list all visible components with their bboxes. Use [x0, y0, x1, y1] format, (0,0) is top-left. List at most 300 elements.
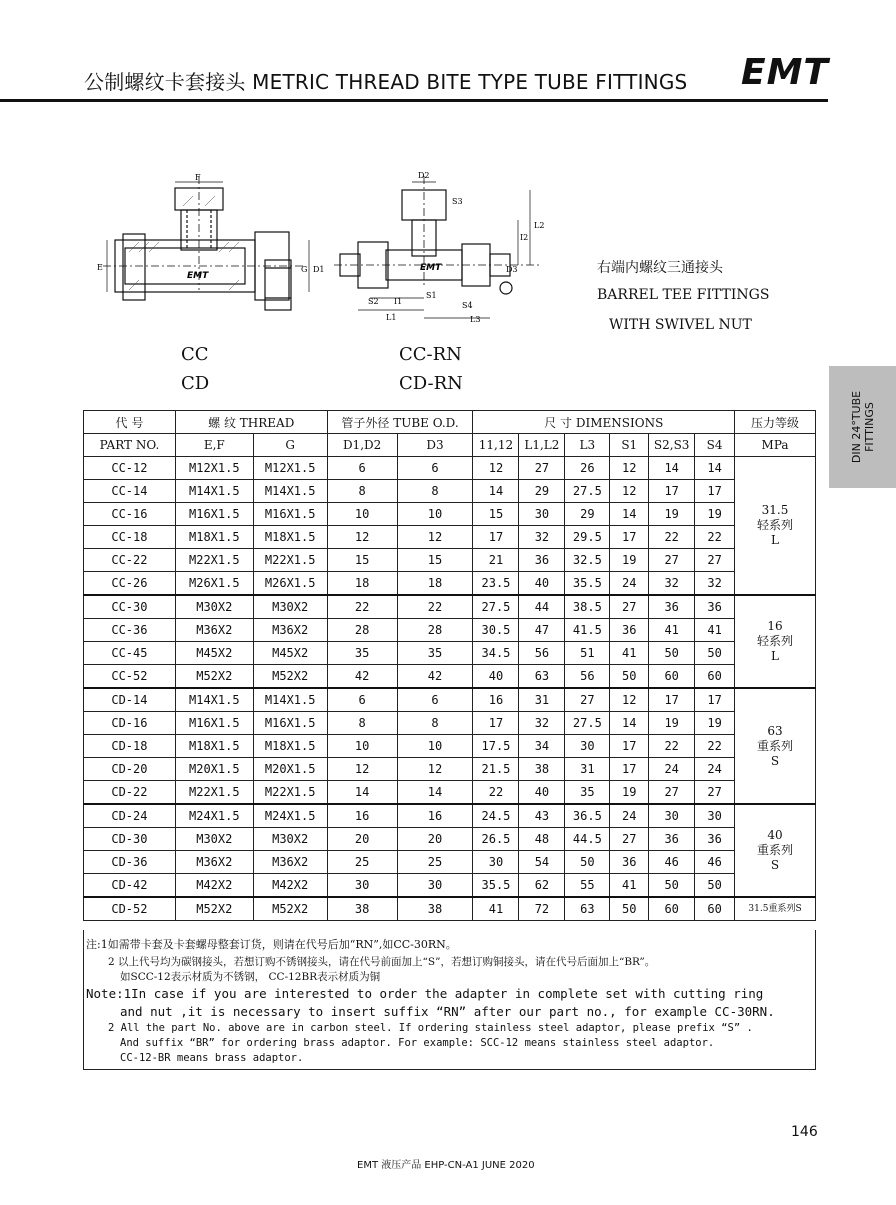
note-cn-2: 2 以上代号均为碳钢接头，若想订购不锈钢接头，请在代号前面加上“S”，若想订购铜接头，请在代号后面加上“BR”。 [108, 956, 656, 968]
table-cell: 12 [610, 480, 649, 503]
label-D3: D3 [506, 265, 518, 274]
fitting-drawing-right [330, 168, 550, 328]
col-mpa: MPa [735, 434, 816, 457]
pressure-series: 轻系列 [757, 634, 794, 648]
table-row [84, 897, 816, 921]
table-cell: M22X1.5 [253, 549, 327, 572]
note-en-2: and nut ,it is necessary to insert suffix “RN” after our part no., for example CC-30RN. [120, 1004, 775, 1019]
table-cell: 10 [327, 503, 397, 526]
table-cell: 12 [610, 457, 649, 480]
table-cell: 40 [519, 572, 565, 596]
table-cell: 22 [397, 595, 473, 619]
label-S3: S3 [452, 197, 463, 206]
table-cell: M36X2 [253, 851, 327, 874]
table-cell: 17 [695, 688, 735, 712]
table-cell: M36X2 [175, 619, 253, 642]
table-cell: 38 [397, 897, 473, 921]
table-cell: M24X1.5 [175, 804, 253, 828]
page-title: 公制螺纹卡套接头 METRIC THREAD BITE TYPE TUBE FITTINGS [84, 70, 688, 94]
label-D2: D2 [418, 171, 430, 180]
table-cell: M24X1.5 [253, 804, 327, 828]
table-cell: M18X1.5 [253, 526, 327, 549]
label-S1: S1 [426, 291, 437, 300]
table-cell: 17 [610, 735, 649, 758]
table-cell: M14X1.5 [175, 480, 253, 503]
part-number-cell: CC-14 [84, 480, 176, 503]
part-number-cell: CD-52 [84, 897, 176, 921]
table-cell: M22X1.5 [253, 781, 327, 805]
table-cell: 6 [397, 688, 473, 712]
table-cell: 15 [327, 549, 397, 572]
table-cell: 54 [519, 851, 565, 874]
pressure-rating-cell [735, 804, 816, 897]
table-cell: 32 [519, 712, 565, 735]
table-cell: 46 [649, 851, 695, 874]
table-cell: 60 [695, 665, 735, 689]
label-L2: L2 [534, 221, 545, 230]
fitting-drawing-left [95, 170, 325, 330]
table-cell: 50 [610, 897, 649, 921]
table-cell: 29 [565, 503, 610, 526]
table-cell: 27 [519, 457, 565, 480]
table-cell: M52X2 [253, 897, 327, 921]
product-name-en-1: BARREL TEE FITTINGS [597, 287, 770, 303]
table-row [84, 874, 816, 898]
table-cell: 50 [649, 642, 695, 665]
table-cell: 16 [473, 688, 519, 712]
notes-box [83, 930, 816, 1070]
part-number-cell: CD-36 [84, 851, 176, 874]
table-cell: 56 [519, 642, 565, 665]
pressure-code: L [771, 649, 779, 663]
table-cell: 27 [649, 549, 695, 572]
table-cell: 22 [695, 735, 735, 758]
table-row [84, 665, 816, 689]
table-cell: M16X1.5 [253, 712, 327, 735]
table-cell: 19 [610, 781, 649, 805]
table-cell: M16X1.5 [253, 503, 327, 526]
pressure-series: 重系列 [757, 738, 794, 753]
table-cell: 38 [519, 758, 565, 781]
table-cell: M26X1.5 [175, 572, 253, 596]
pressure-series: 重系列 [757, 843, 794, 857]
table-cell: 36 [649, 828, 695, 851]
table-cell: 17 [695, 480, 735, 503]
table-cell: 10 [397, 503, 473, 526]
table-row [84, 804, 816, 828]
col-s2s3: S2,S3 [649, 434, 695, 457]
table-cell: 16 [397, 804, 473, 828]
table-cell: 10 [397, 735, 473, 758]
table-cell: 35 [397, 642, 473, 665]
table-cell: 27 [565, 688, 610, 712]
table-cell: 40 [473, 665, 519, 689]
table-cell: 27 [610, 595, 649, 619]
part-number-cell: CC-16 [84, 503, 176, 526]
part-number-cell: CD-18 [84, 735, 176, 758]
col-g: G [253, 434, 327, 457]
table-row [84, 503, 816, 526]
part-number-cell: CD-16 [84, 712, 176, 735]
note-cn-1: 注:1如需带卡套及卡套螺母整套订货，则请在代号后加“RN”,如CC-30RN。 [86, 938, 457, 951]
table-cell: 22 [649, 735, 695, 758]
table-cell: 10 [327, 735, 397, 758]
table-cell: 41 [610, 874, 649, 898]
table-cell: 30 [565, 735, 610, 758]
table-cell: M30X2 [253, 595, 327, 619]
note-en-1: Note:1In case if you are interested to order the adapter in complete set with cutting ring [86, 986, 764, 1001]
header-pressure: 压力等级 [735, 411, 816, 434]
side-tab-text [850, 391, 876, 463]
note-en-4: And suffix “BR” for ordering brass adaptor. For example: SCC-12 means stainless steel adaptor. [120, 1037, 715, 1049]
table-cell: 41 [610, 642, 649, 665]
table-cell: 23.5 [473, 572, 519, 596]
table-cell: M16X1.5 [175, 712, 253, 735]
table-row [84, 758, 816, 781]
table-cell: 30 [519, 503, 565, 526]
table-cell: 36 [695, 828, 735, 851]
table-cell: 12 [327, 526, 397, 549]
table-cell: 30 [695, 804, 735, 828]
table-cell: 6 [397, 457, 473, 480]
table-cell: 24 [695, 758, 735, 781]
col-s4: S4 [695, 434, 735, 457]
table-cell: 8 [397, 480, 473, 503]
table-cell: 6 [327, 457, 397, 480]
header-code: 代 号 [84, 411, 176, 434]
table-cell: 29.5 [565, 526, 610, 549]
table-cell: 18 [327, 572, 397, 596]
model-label-cd-rn: CD-RN [399, 373, 463, 394]
table-cell: 17 [473, 712, 519, 735]
table-cell: 17 [649, 480, 695, 503]
label-G: G [301, 265, 308, 274]
table-cell: 63 [565, 897, 610, 921]
table-row [84, 851, 816, 874]
table-cell: M36X2 [253, 619, 327, 642]
table-cell: 14 [610, 712, 649, 735]
note-en-3: 2 All the part No. above are in carbon steel. If ordering stainless steel adaptor, please prefix “S” . [108, 1022, 753, 1034]
table-cell: M45X2 [253, 642, 327, 665]
table-cell: 8 [327, 480, 397, 503]
model-label-cc: CC [181, 344, 209, 365]
col-d1d2: D1,D2 [327, 434, 397, 457]
table-row [84, 526, 816, 549]
table-cell: 34.5 [473, 642, 519, 665]
table-cell: 14 [397, 781, 473, 805]
page-number: 146 [791, 1124, 818, 1140]
table-cell: 48 [519, 828, 565, 851]
table-cell: M18X1.5 [175, 526, 253, 549]
model-label-cd: CD [181, 373, 210, 394]
table-cell: 41.5 [565, 619, 610, 642]
table-cell: 60 [649, 665, 695, 689]
table-cell: 17 [649, 688, 695, 712]
table-cell: 20 [327, 828, 397, 851]
table-cell: M52X2 [253, 665, 327, 689]
table-cell: M52X2 [175, 665, 253, 689]
table-cell: M14X1.5 [253, 688, 327, 712]
table-cell: M30X2 [175, 595, 253, 619]
table-row [84, 735, 816, 758]
table-cell: 29 [519, 480, 565, 503]
table-cell: 38 [327, 897, 397, 921]
table-cell: 22 [327, 595, 397, 619]
table-cell: M22X1.5 [175, 781, 253, 805]
part-number-cell: CD-42 [84, 874, 176, 898]
table-cell: 42 [327, 665, 397, 689]
label-S4: S4 [462, 301, 473, 310]
col-d3: D3 [397, 434, 473, 457]
table-cell: M16X1.5 [175, 503, 253, 526]
table-cell: 44.5 [565, 828, 610, 851]
table-cell: 17 [610, 526, 649, 549]
table-cell: 22 [649, 526, 695, 549]
pressure-rating-cell [735, 457, 816, 596]
table-cell: 16 [327, 804, 397, 828]
table-cell: M18X1.5 [253, 735, 327, 758]
table-cell: M20X1.5 [253, 758, 327, 781]
label-L3: L3 [470, 315, 481, 324]
table-cell: 50 [565, 851, 610, 874]
header-dimensions: 尺 寸 DIMENSIONS [473, 411, 735, 434]
part-number-cell: CC-22 [84, 549, 176, 572]
table-cell: M14X1.5 [175, 688, 253, 712]
table-cell: 32 [695, 572, 735, 596]
table-row [84, 828, 816, 851]
table-cell: 26 [565, 457, 610, 480]
header-rule [0, 99, 828, 102]
table-cell: 8 [327, 712, 397, 735]
spec-table [83, 410, 816, 921]
table-cell: 36.5 [565, 804, 610, 828]
table-cell: 30.5 [473, 619, 519, 642]
table-cell: 24 [610, 804, 649, 828]
part-number-cell: CC-26 [84, 572, 176, 596]
table-cell: 26.5 [473, 828, 519, 851]
table-cell: 14 [473, 480, 519, 503]
part-number-cell: CC-18 [84, 526, 176, 549]
table-cell: 32 [649, 572, 695, 596]
table-cell: 41 [695, 619, 735, 642]
table-cell: M30X2 [175, 828, 253, 851]
table-cell: 40 [519, 781, 565, 805]
table-cell: M45X2 [175, 642, 253, 665]
pressure-code: S [770, 858, 780, 872]
table-cell: 27 [695, 781, 735, 805]
table-cell: 47 [519, 619, 565, 642]
part-number-cell: CD-22 [84, 781, 176, 805]
table-cell: 72 [519, 897, 565, 921]
side-tab-line2: FITTINGS [862, 402, 876, 452]
table-cell: 17.5 [473, 735, 519, 758]
label-F: F [195, 173, 201, 182]
table-cell: 34 [519, 735, 565, 758]
table-cell: 35 [565, 781, 610, 805]
part-number-cell: CC-36 [84, 619, 176, 642]
table-cell: 42 [397, 665, 473, 689]
table-cell: 63 [519, 665, 565, 689]
table-cell: 27.5 [473, 595, 519, 619]
table-cell: 28 [327, 619, 397, 642]
table-cell: 60 [649, 897, 695, 921]
table-cell: 24 [649, 758, 695, 781]
label-L1: L1 [386, 313, 397, 322]
table-cell: 12 [397, 758, 473, 781]
table-cell: 27.5 [565, 712, 610, 735]
col-ef: E,F [175, 434, 253, 457]
table-cell: 32 [519, 526, 565, 549]
table-cell: 41 [649, 619, 695, 642]
part-number-cell: CC-12 [84, 457, 176, 480]
table-row [84, 457, 816, 480]
table-cell: 12 [397, 526, 473, 549]
table-cell: 19 [695, 503, 735, 526]
part-number-cell: CD-20 [84, 758, 176, 781]
table-cell: 36 [610, 851, 649, 874]
table-row [84, 619, 816, 642]
table-cell: 36 [649, 595, 695, 619]
model-label-cc-rn: CC-RN [399, 344, 462, 365]
table-cell: M14X1.5 [253, 480, 327, 503]
note-cn-3: 如SCC-12表示材质为不锈钢， CC-12BR表示材质为铜 [120, 971, 381, 983]
table-cell: 50 [695, 642, 735, 665]
table-cell: M20X1.5 [175, 758, 253, 781]
table-cell: 43 [519, 804, 565, 828]
side-tab [829, 366, 896, 488]
table-cell: 19 [649, 503, 695, 526]
table-row [84, 781, 816, 805]
drawing-logo-right: EMT [420, 263, 442, 273]
table-cell: 62 [519, 874, 565, 898]
table-row [84, 572, 816, 596]
table-cell: 31 [565, 758, 610, 781]
table-cell: M36X2 [175, 851, 253, 874]
pressure-rating-cell [735, 897, 816, 921]
col-l3: L3 [565, 434, 610, 457]
table-cell: 30 [397, 874, 473, 898]
table-cell: 35.5 [473, 874, 519, 898]
pressure-value: 40 [767, 828, 783, 842]
table-cell: 24.5 [473, 804, 519, 828]
table-cell: 20 [397, 828, 473, 851]
product-name-cn: 右端内螺纹三通接头 [597, 260, 723, 276]
table-cell: 21.5 [473, 758, 519, 781]
part-number-cell: CD-24 [84, 804, 176, 828]
pressure-series: 轻系列 [757, 518, 794, 532]
table-cell: 14 [649, 457, 695, 480]
table-row [84, 549, 816, 572]
pressure-rating-cell [735, 595, 816, 688]
table-row [84, 688, 816, 712]
table-cell: 17 [610, 758, 649, 781]
table-cell: 35.5 [565, 572, 610, 596]
table-cell: 27 [610, 828, 649, 851]
table-row [84, 480, 816, 503]
table-cell: 31 [519, 688, 565, 712]
table-cell: 50 [695, 874, 735, 898]
table-cell: 6 [327, 688, 397, 712]
table-cell: 15 [473, 503, 519, 526]
label-I1: I1 [394, 297, 403, 306]
part-number-cell: CC-52 [84, 665, 176, 689]
pressure-value: 63 [767, 723, 783, 738]
part-number-cell: CC-45 [84, 642, 176, 665]
table-cell: 51 [565, 642, 610, 665]
table-cell: 19 [610, 549, 649, 572]
pressure-code: S [770, 753, 780, 768]
table-cell: 22 [473, 781, 519, 805]
table-cell: M26X1.5 [253, 572, 327, 596]
label-D1: D1 [313, 265, 325, 274]
table-cell: 17 [473, 526, 519, 549]
table-cell: 46 [695, 851, 735, 874]
table-cell: 22 [695, 526, 735, 549]
table-cell: 36 [695, 595, 735, 619]
product-name-en-2: WITH SWIVEL NUT [609, 317, 752, 333]
drawing-logo-left: EMT [187, 271, 209, 281]
table-cell: 28 [397, 619, 473, 642]
label-S2: S2 [368, 297, 379, 306]
table-row [84, 642, 816, 665]
table-cell: 36 [610, 619, 649, 642]
table-cell: 14 [327, 781, 397, 805]
table-cell: 32.5 [565, 549, 610, 572]
pressure-code: L [771, 533, 779, 547]
table-cell: M52X2 [175, 897, 253, 921]
spec-table-body [84, 457, 816, 921]
table-cell: 18 [397, 572, 473, 596]
table-cell: 27 [649, 781, 695, 805]
table-cell: M18X1.5 [175, 735, 253, 758]
table-cell: 14 [610, 503, 649, 526]
pressure-value: 16 [767, 619, 783, 633]
table-cell: M12X1.5 [253, 457, 327, 480]
col-l1l2: L1,L2 [519, 434, 565, 457]
table-cell: 56 [565, 665, 610, 689]
part-number-cell: CD-14 [84, 688, 176, 712]
table-cell: 24 [610, 572, 649, 596]
brand-logo: EMT [741, 52, 829, 93]
table-cell: 12 [610, 688, 649, 712]
col-11-12: 11,12 [473, 434, 519, 457]
table-cell: 30 [327, 874, 397, 898]
header-thread: 螺 纹 THREAD [175, 411, 327, 434]
table-cell: 38.5 [565, 595, 610, 619]
footer-text: EMT 液压产品 EHP-CN-A1 JUNE 2020 [357, 1160, 535, 1171]
table-cell: M12X1.5 [175, 457, 253, 480]
table-cell: 50 [610, 665, 649, 689]
table-cell: M42X2 [253, 874, 327, 898]
table-cell: 30 [649, 804, 695, 828]
table-cell: M42X2 [175, 874, 253, 898]
table-cell: 14 [695, 457, 735, 480]
col-part-no: PART NO. [84, 434, 176, 457]
table-cell: 60 [695, 897, 735, 921]
table-cell: 27.5 [565, 480, 610, 503]
table-cell: 36 [519, 549, 565, 572]
table-cell: 55 [565, 874, 610, 898]
table-row [84, 712, 816, 735]
pressure-value: 31.5 [761, 503, 789, 517]
table-cell: 15 [397, 549, 473, 572]
table-cell: 41 [473, 897, 519, 921]
pressure-rating-cell [735, 688, 816, 804]
part-number-cell: CD-30 [84, 828, 176, 851]
table-cell: 25 [327, 851, 397, 874]
table-cell: 19 [695, 712, 735, 735]
table-cell: 25 [397, 851, 473, 874]
